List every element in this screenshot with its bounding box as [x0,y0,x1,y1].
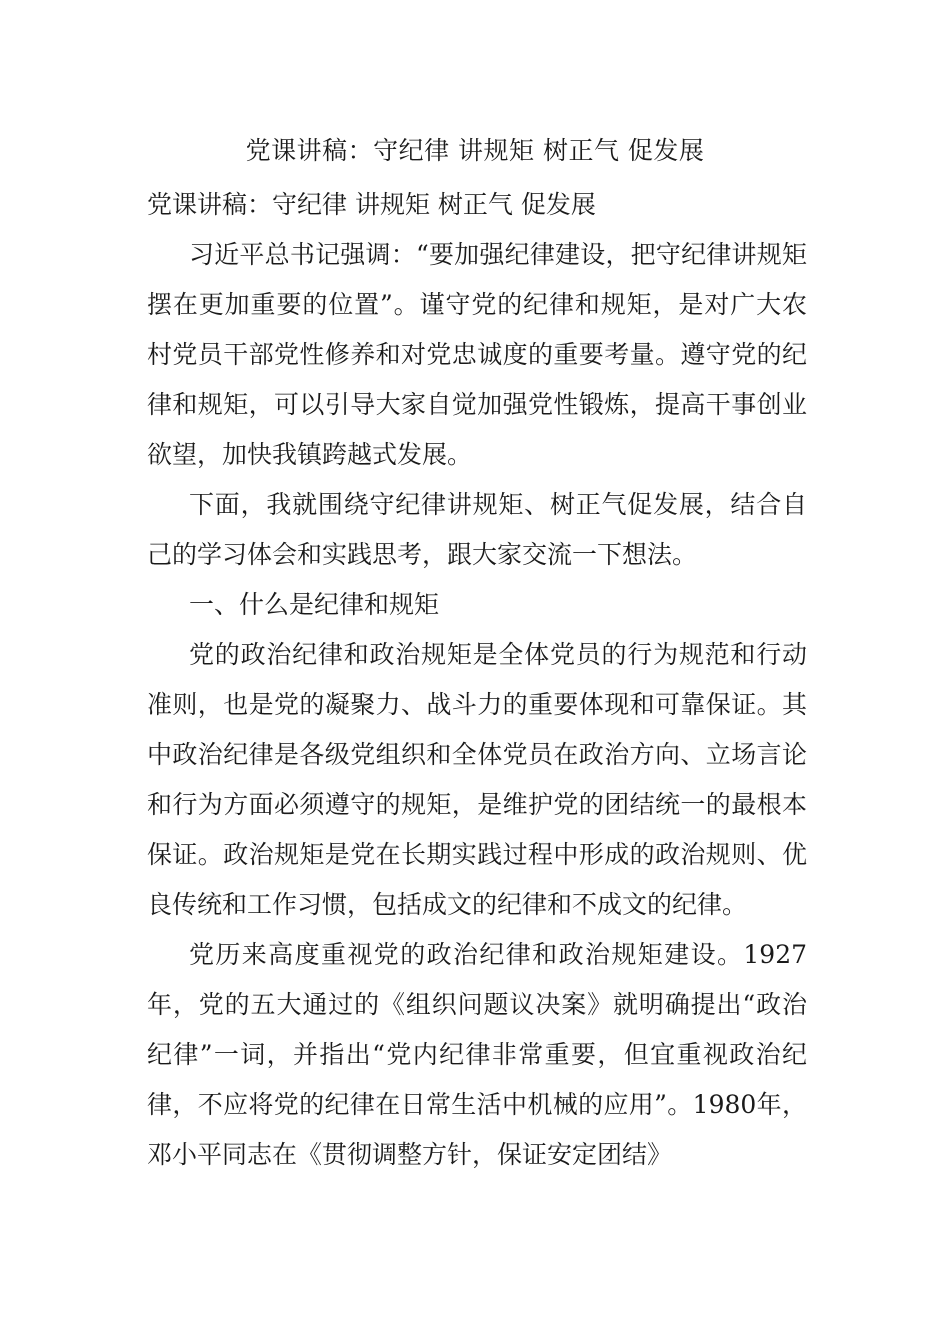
document-body [147,180,807,1180]
document-subtitle: 党课讲稿：守纪律 讲规矩 树正气 促发展 [147,190,596,219]
paragraph-definition: 党的政治纪律和政治规矩是全体党员的行为规范和行动准则，也是党的凝聚力、战斗力的重要体现和可靠保证。其中政治纪律是各级党组织和全体党员在政治方向、立场言论和行为方面必须遵守的规矩，是维护党的团结统一的最根本保证。政治规矩是党在长期实践过程中形成的政治规则、优良传统和工作习惯，包括成文的纪律和不成文的纪律。 [147,640,807,919]
paragraph-intro: 习近平总书记强调：“要加强纪律建设，把守纪律讲规矩摆在更加重要的位置”。谨守党的纪律和规矩，是对广大农村党员干部党性修养和对党忠诚度的重要考量。遵守党的纪律和规矩，可以引导大家自觉加强党性锻炼，提高干事创业欲望，加快我镇跨越式发展。 [147,240,807,469]
document-title: 党课讲稿：守纪律 讲规矩 树正气 促发展 [245,136,705,165]
paragraph-history: 党历来高度重视党的政治纪律和政治规矩建设。1927年，党的五大通过的《组织问题议决案》就明确提出“政治纪律”一词，并指出“党内纪律非常重要，但宜重视政治纪律，不应将党的纪律在日常生活中机械的应用”。1980年，邓小平同志在《贯彻调整方针，保证安定团结》 [147,940,807,1169]
section-heading: 一、什么是纪律和规矩 [189,590,440,619]
paragraph-outline: 下面，我就围绕守纪律讲规矩、树正气促发展，结合自己的学习体会和实践思考，跟大家交流一下想法。 [147,490,807,569]
